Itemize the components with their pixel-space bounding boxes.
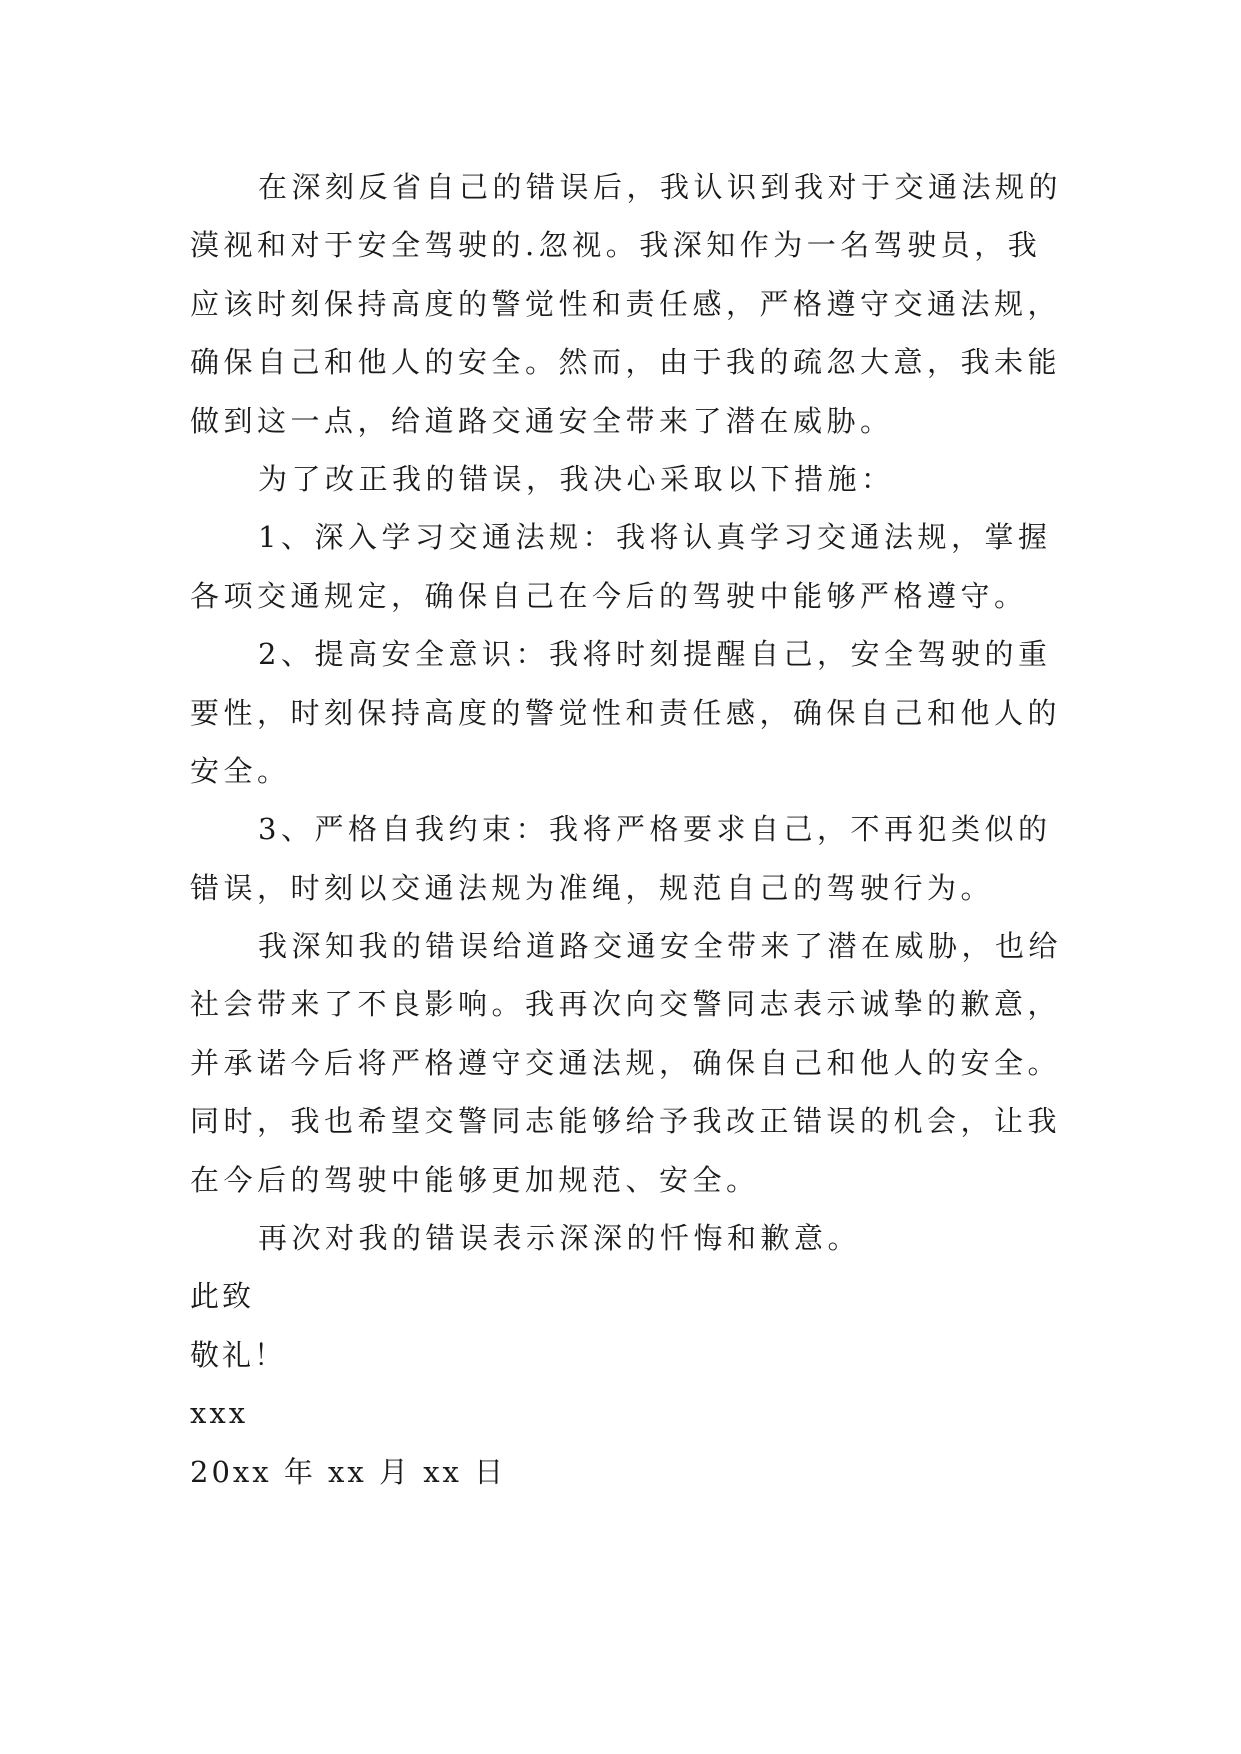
paragraph-final-remorse bbox=[190, 1209, 1070, 1267]
paragraph-measures-intro bbox=[190, 450, 1070, 508]
paragraph-reflection bbox=[190, 158, 1070, 450]
signature: xxx bbox=[190, 1396, 249, 1431]
text-line: 在深刻反省自己的错误后，我认识到我对于交通法规的 bbox=[258, 170, 1063, 204]
text-line: 2、提高安全意识：我将时刻提醒自己，安全驾驶的重 bbox=[258, 637, 1052, 672]
text-line: 安全。 bbox=[190, 753, 291, 788]
closing-block bbox=[190, 1267, 1070, 1501]
paragraph-apology bbox=[190, 917, 1070, 1209]
text-line: 再次对我的错误表示深深的忏悔和歉意。 bbox=[258, 1221, 862, 1256]
text-line: 3、严格自我约束：我将严格要求自己，不再犯类似的 bbox=[258, 812, 1052, 847]
text-line: 同时，我也希望交警同志能够给予我改正错误的机会，让我 bbox=[190, 1104, 1062, 1139]
text-line: 1、深入学习交通法规：我将认真学习交通法规，掌握 bbox=[258, 520, 1052, 555]
text-line: 为了改正我的错误，我决心采取以下措施： bbox=[258, 461, 895, 496]
text-line: 漠视和对于安全驾驶的.忽视。我深知作为一名驾驶员，我 bbox=[190, 228, 1042, 263]
salutation-line-1: 此致 bbox=[190, 1279, 255, 1314]
list-item-measure-3 bbox=[190, 800, 1070, 917]
text-line: 在今后的驾驶中能够更加规范、安全。 bbox=[190, 1162, 760, 1197]
list-item-measure-1 bbox=[190, 508, 1070, 625]
text-line: 错误，时刻以交通法规为准绳，规范自己的驾驶行为。 bbox=[190, 870, 995, 905]
text-line: 并承诺今后将严格遵守交通法规，确保自己和他人的安全。 bbox=[190, 1045, 1062, 1080]
text-line: 我深知我的错误给道路交通安全带来了潜在威胁，也给 bbox=[258, 929, 1063, 964]
text-line: 社会带来了不良影响。我再次向交警同志表示诚挚的歉意， bbox=[190, 987, 1062, 1022]
salutation-line-2: 敬礼！ bbox=[190, 1337, 287, 1372]
text-line: 做到这一点，给道路交通安全带来了潜在威胁。 bbox=[190, 403, 894, 438]
text-line: 确保自己和他人的安全。然而，由于我的疏忽大意，我未能 bbox=[190, 345, 1062, 380]
list-item-measure-2 bbox=[190, 625, 1070, 800]
document-body bbox=[190, 158, 1070, 1501]
text-line: 各项交通规定，确保自己在今后的驾驶中能够严格遵守。 bbox=[190, 578, 1028, 613]
text-line: 要性，时刻保持高度的警觉性和责任感，确保自己和他人的 bbox=[190, 695, 1062, 730]
text-line: 应该时刻保持高度的警觉性和责任感，严格遵守交通法规， bbox=[190, 286, 1062, 321]
date-line: 20xx 年 xx 月 xx 日 bbox=[190, 1454, 507, 1489]
